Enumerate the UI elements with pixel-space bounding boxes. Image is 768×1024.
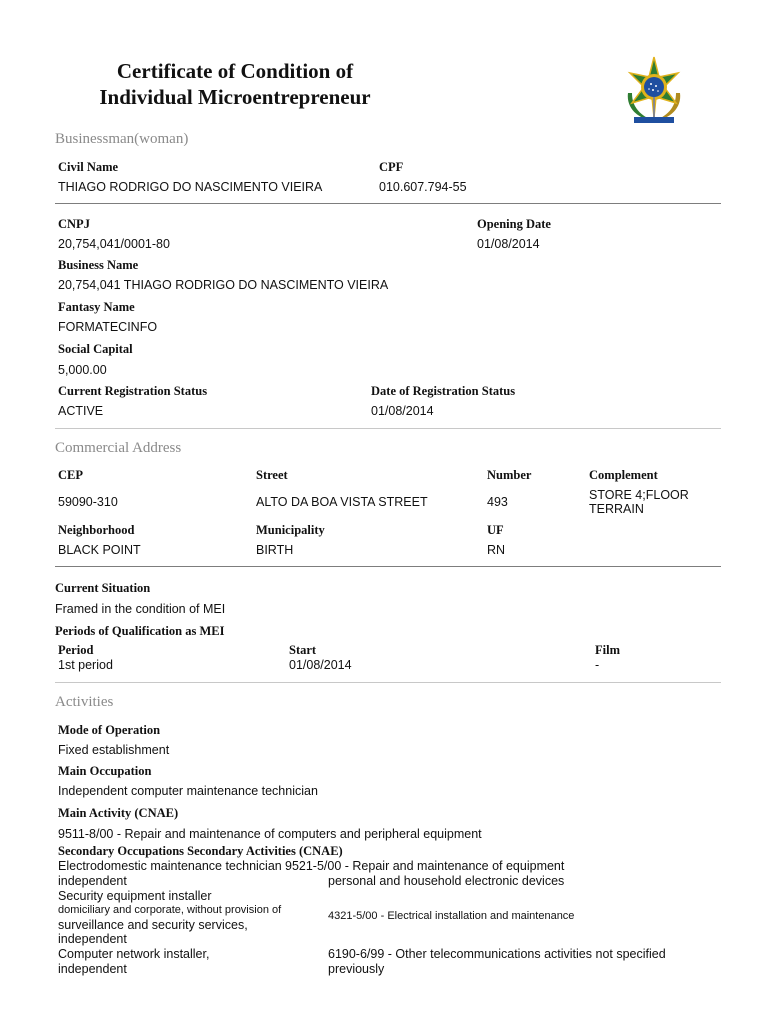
complement-value-line2: TERRAIN (589, 502, 644, 516)
registration-status-value: ACTIVE (58, 404, 104, 418)
cnpj-value: 20,754,041/0001-80 (58, 237, 170, 251)
opening-date-label: Opening Date (477, 217, 551, 231)
period-column-header: Period (58, 643, 94, 657)
registration-date-value: 01/08/2014 (371, 404, 434, 418)
neighborhood-label: Neighborhood (58, 523, 135, 537)
divider (55, 566, 721, 567)
mode-of-operation-value: Fixed establishment (58, 743, 170, 757)
divider (55, 682, 721, 683)
start-column-header: Start (289, 643, 317, 657)
cep-label: CEP (58, 468, 83, 482)
mode-of-operation-label: Mode of Operation (58, 723, 161, 737)
fantasy-name-label: Fantasy Name (58, 300, 135, 314)
civil-name-value: THIAGO RODRIGO DO NASCIMENTO VIEIRA (58, 180, 323, 194)
business-name-value: 20,754,041 THIAGO RODRIGO DO NASCIMENTO VIEIRA (58, 278, 389, 292)
uf-label: UF (487, 523, 504, 537)
uf-value: RN (487, 543, 506, 557)
business-name-label: Business Name (58, 258, 139, 272)
main-occupation-value: Independent computer maintenance technician (58, 784, 318, 798)
cpf-value: 010.607.794-55 (379, 180, 467, 194)
secondary-occupation: independent (58, 932, 127, 946)
main-activity-label: Main Activity (CNAE) (58, 806, 179, 820)
cpf-label: CPF (379, 160, 404, 174)
municipality-value: BIRTH (256, 543, 294, 557)
fantasy-name-value: FORMATECINFO (58, 320, 158, 334)
divider (55, 428, 721, 429)
section-title-activities: Activities (55, 694, 114, 710)
secondary-activity: 6190-6/99 - Other telecommunications activities not specified (328, 947, 666, 961)
film-cell: - (595, 658, 600, 672)
secondary-occupation: independent (58, 962, 127, 976)
brazil-coat-of-arms-icon (618, 53, 690, 127)
title-line-2: Individual Microentrepreneur (99, 85, 371, 109)
section-title-businessperson: Businessman(woman) (55, 131, 189, 147)
film-column-header: Film (595, 643, 620, 657)
periods-label: Periods of Qualification as MEI (55, 624, 225, 638)
opening-date-value: 01/08/2014 (477, 237, 540, 251)
secondary-activity: 9521-5/00 - Repair and maintenance of equipment (285, 859, 565, 873)
cep-value: 59090-310 (58, 495, 118, 509)
divider (55, 203, 721, 204)
section-title-address: Commercial Address (55, 440, 182, 456)
complement-label: Complement (589, 468, 658, 482)
cnpj-label: CNPJ (58, 217, 90, 231)
period-cell: 1st period (58, 658, 113, 672)
number-value: 493 (487, 495, 508, 509)
municipality-label: Municipality (256, 523, 325, 537)
registration-date-label: Date of Registration Status (371, 384, 516, 398)
secondary-occupation: surveillance and security services, (58, 918, 248, 932)
current-situation-label: Current Situation (55, 581, 151, 595)
civil-name-label: Civil Name (58, 160, 119, 174)
current-situation-value: Framed in the condition of MEI (55, 602, 226, 616)
main-activity-value: 9511-8/00 - Repair and maintenance of computers and peripheral equipment (58, 827, 482, 841)
secondary-occupation: domiciliary and corporate, without provision of (58, 904, 282, 916)
street-value: ALTO DA BOA VISTA STREET (256, 495, 428, 509)
registration-status-label: Current Registration Status (58, 384, 208, 398)
social-capital-value: 5,000.00 (58, 363, 107, 377)
secondary-occupation: Computer network installer, (58, 947, 210, 961)
social-capital-label: Social Capital (58, 342, 133, 356)
secondary-occupation: independent (58, 874, 127, 888)
secondary-activity: previously (328, 962, 385, 976)
complement-value-line1: STORE 4;FLOOR (589, 488, 689, 502)
secondary-activities-label: Secondary Occupations Secondary Activities (CNAE) (58, 844, 343, 858)
secondary-occupation: Security equipment installer (58, 889, 212, 903)
main-occupation-label: Main Occupation (58, 764, 152, 778)
neighborhood-value: BLACK POINT (58, 543, 141, 557)
street-label: Street (256, 468, 288, 482)
page-title (70, 58, 400, 110)
secondary-occupation: Electrodomestic maintenance technician (58, 859, 282, 873)
start-cell: 01/08/2014 (289, 658, 352, 672)
secondary-activity: personal and household electronic devices (328, 874, 565, 888)
number-label: Number (487, 468, 532, 482)
title-line-1: Certificate of Condition of (116, 59, 354, 83)
secondary-activity: 4321-5/00 - Electrical installation and maintenance (328, 910, 575, 922)
